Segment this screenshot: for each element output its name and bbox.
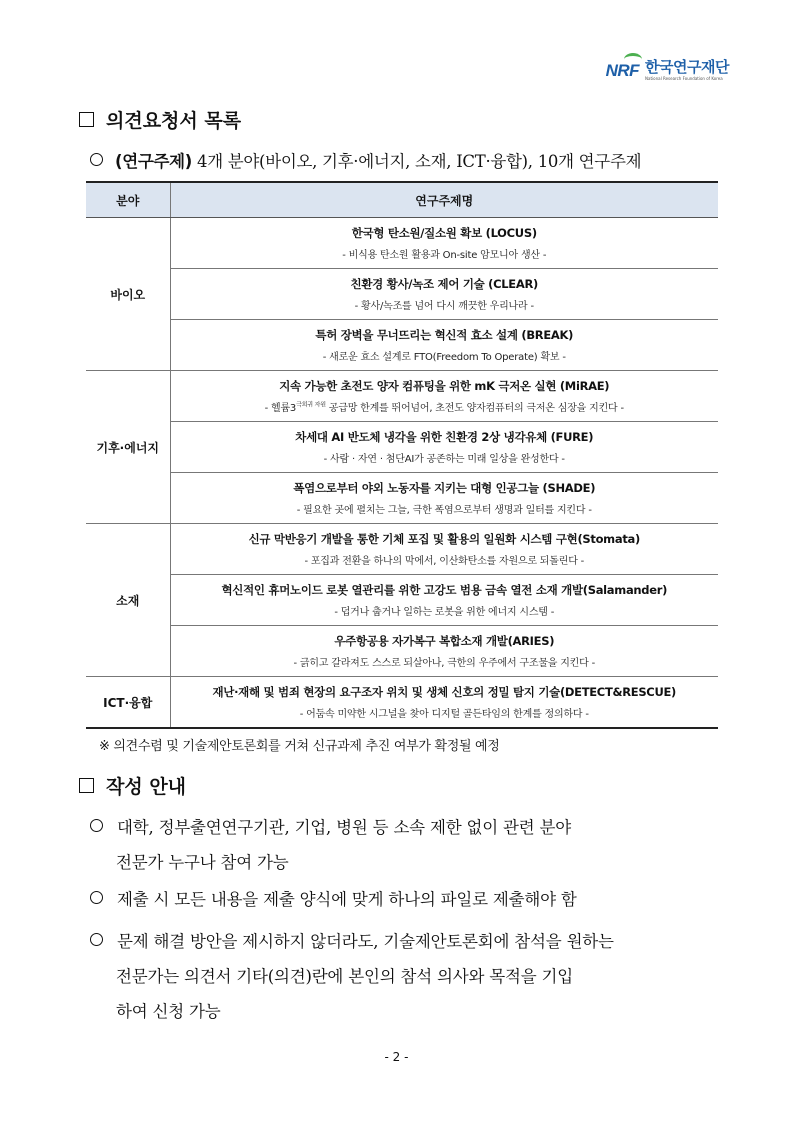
table-header-field: 분야 [86,182,170,218]
research-topics-table [86,181,718,729]
bullet-text: 전문가는 의견서 기타(의견)란에 본인의 참석 의사와 목적을 기입 [116,967,574,986]
topic-subtitle [173,399,717,414]
topic-cell [170,626,718,677]
logo-arc-icon [624,53,642,66]
field-cell-climate-energy: 기후·에너지 [86,371,170,524]
table-row [86,677,718,729]
topic-cell [170,218,718,269]
topic-subtitle-sup: 극희귀 자원 [296,401,326,409]
guide-bullet [90,810,718,880]
table-row [86,473,718,524]
field-cell-ict: ICT·융합 [86,677,170,729]
table-row [86,422,718,473]
field-cell-bio: 바이오 [86,218,170,371]
topic-title: 재난·재해 및 범죄 현장의 요구조자 위치 및 생체 신호의 정밀 탐지 기술(DETECT&RESCUE) [212,685,676,699]
topic-title: 차세대 AI 반도체 냉각을 위한 친환경 2상 냉각유체 (FURE) [295,430,594,444]
bullet-text: 문제 해결 방안을 제시하지 않더라도, 기술제안토론회에 참석을 원하는 [117,932,614,951]
topic-summary-text: 4개 분야(바이오, 기후·에너지, 소재, ICT·융합), 10개 연구주제 [192,152,642,171]
table-row [86,524,718,575]
field-cell-materials: 소재 [86,524,170,677]
topic-cell [170,371,718,422]
topic-subtitle: - 비식용 탄소원 활용과 On-site 암모니아 생산 - [342,250,547,261]
topic-cell [170,422,718,473]
topic-cell [170,320,718,371]
topic-cell [170,473,718,524]
bullet-text: 제출 시 모든 내용을 제출 양식에 맞게 하나의 파일로 제출해야 함 [117,890,577,909]
checkbox-icon [79,778,94,793]
bullet-text: 전문가 누구나 참여 가능 [116,853,289,872]
section-title-text: 의견요청서 목록 [106,110,242,132]
topic-title: 지속 가능한 초전도 양자 컴퓨팅을 위한 mK 극저온 실현 (MiRAE) [279,379,610,393]
topic-subtitle: - 새로운 효소 설계로 FTO(Freedom To Operate) 확보 - [322,352,566,363]
topic-subtitle: - 포집과 전환을 하나의 막에서, 이산화탄소를 자원으로 되돌린다 - [304,556,585,567]
topic-title: 우주항공용 자가복구 복합소재 개발(ARIES) [334,634,555,648]
nrf-logo-mark [606,61,639,81]
nrf-logo [606,60,729,81]
logo-name-en: National Research Foundation of Korea [645,76,723,81]
table-row [86,269,718,320]
table-row [86,320,718,371]
section-title-text: 작성 안내 [106,776,187,798]
bullet-text: 대학, 정부출연연구기관, 기업, 병원 등 소속 제한 없이 관련 분야 [117,818,572,837]
bullet-circle-icon [90,933,103,946]
bullet-circle-icon [90,891,103,904]
guide-bullet [90,924,718,1029]
section-title-guide [79,772,186,799]
topic-title: 한국형 탄소원/질소원 확보 (LOCUS) [351,226,537,240]
logo-mark-text: NRF [605,60,640,80]
table-row [86,575,718,626]
table-row [86,371,718,422]
checkbox-icon [79,112,94,127]
topic-cell [170,524,718,575]
topic-title: 신규 막반응기 개발을 통한 기체 포집 및 활용의 일원화 시스템 구현(Stomata) [248,532,640,546]
topic-cell [170,677,718,729]
topic-subtitle: - 긁히고 갈라져도 스스로 되살아나, 극한의 우주에서 구조물을 지킨다 - [293,658,595,669]
topic-cell [170,575,718,626]
topic-subtitle: - 덥거나 춥거나 일하는 로봇을 위한 에너지 시스템 - [334,607,555,618]
guide-bullet [90,882,718,917]
bullet-circle-icon [90,819,103,832]
table-row [86,626,718,677]
topic-subtitle: - 황사/녹조를 넘어 다시 깨끗한 우리나라 - [354,301,534,312]
topic-subtitle: - 사람 · 자연 · 첨단AI가 공존하는 미래 일상을 완성한다 - [323,454,565,465]
table-note: ※ 의견수렴 및 기술제안토론회를 거쳐 신규과제 추진 여부가 확정될 예정 [99,739,500,754]
topic-title: 폭염으로부터 야외 노동자를 지키는 대형 인공그늘 (SHADE) [293,481,596,495]
topic-summary-label: (연구주제) [115,152,193,171]
bullet-text: 하여 신청 가능 [116,1002,221,1021]
topic-title: 특허 장벽을 무너뜨리는 혁신적 효소 설계 (BREAK) [315,328,574,342]
logo-name-kr: 한국연구재단 [645,58,729,76]
table-row [86,218,718,269]
topic-subtitle-post: 공급망 한계를 뛰어넘어, 초전도 양자컴퓨터의 극저온 심장을 지킨다 - [325,403,624,414]
topic-summary [90,148,641,172]
page-number: - 2 - [384,1050,409,1064]
bullet-circle-icon [90,153,103,166]
topic-subtitle-pre: - 헬륨3 [264,403,297,414]
topic-title: 친환경 황사/녹조 제어 기술 (CLEAR) [350,277,538,291]
table-header-topic: 연구주제명 [170,182,718,218]
section-title-list [79,106,241,133]
topic-cell [170,269,718,320]
topic-subtitle: - 필요한 곳에 펼치는 그늘, 극한 폭염으로부터 생명과 일터를 지킨다 - [296,505,592,516]
topic-title: 혁신적인 휴머노이드 로봇 열관리를 위한 고강도 범용 금속 열전 소재 개발(Salamander) [221,583,668,597]
topic-subtitle: - 어둠속 미약한 시그널을 찾아 디지털 골든타임의 한계를 정의하다 - [299,709,589,720]
